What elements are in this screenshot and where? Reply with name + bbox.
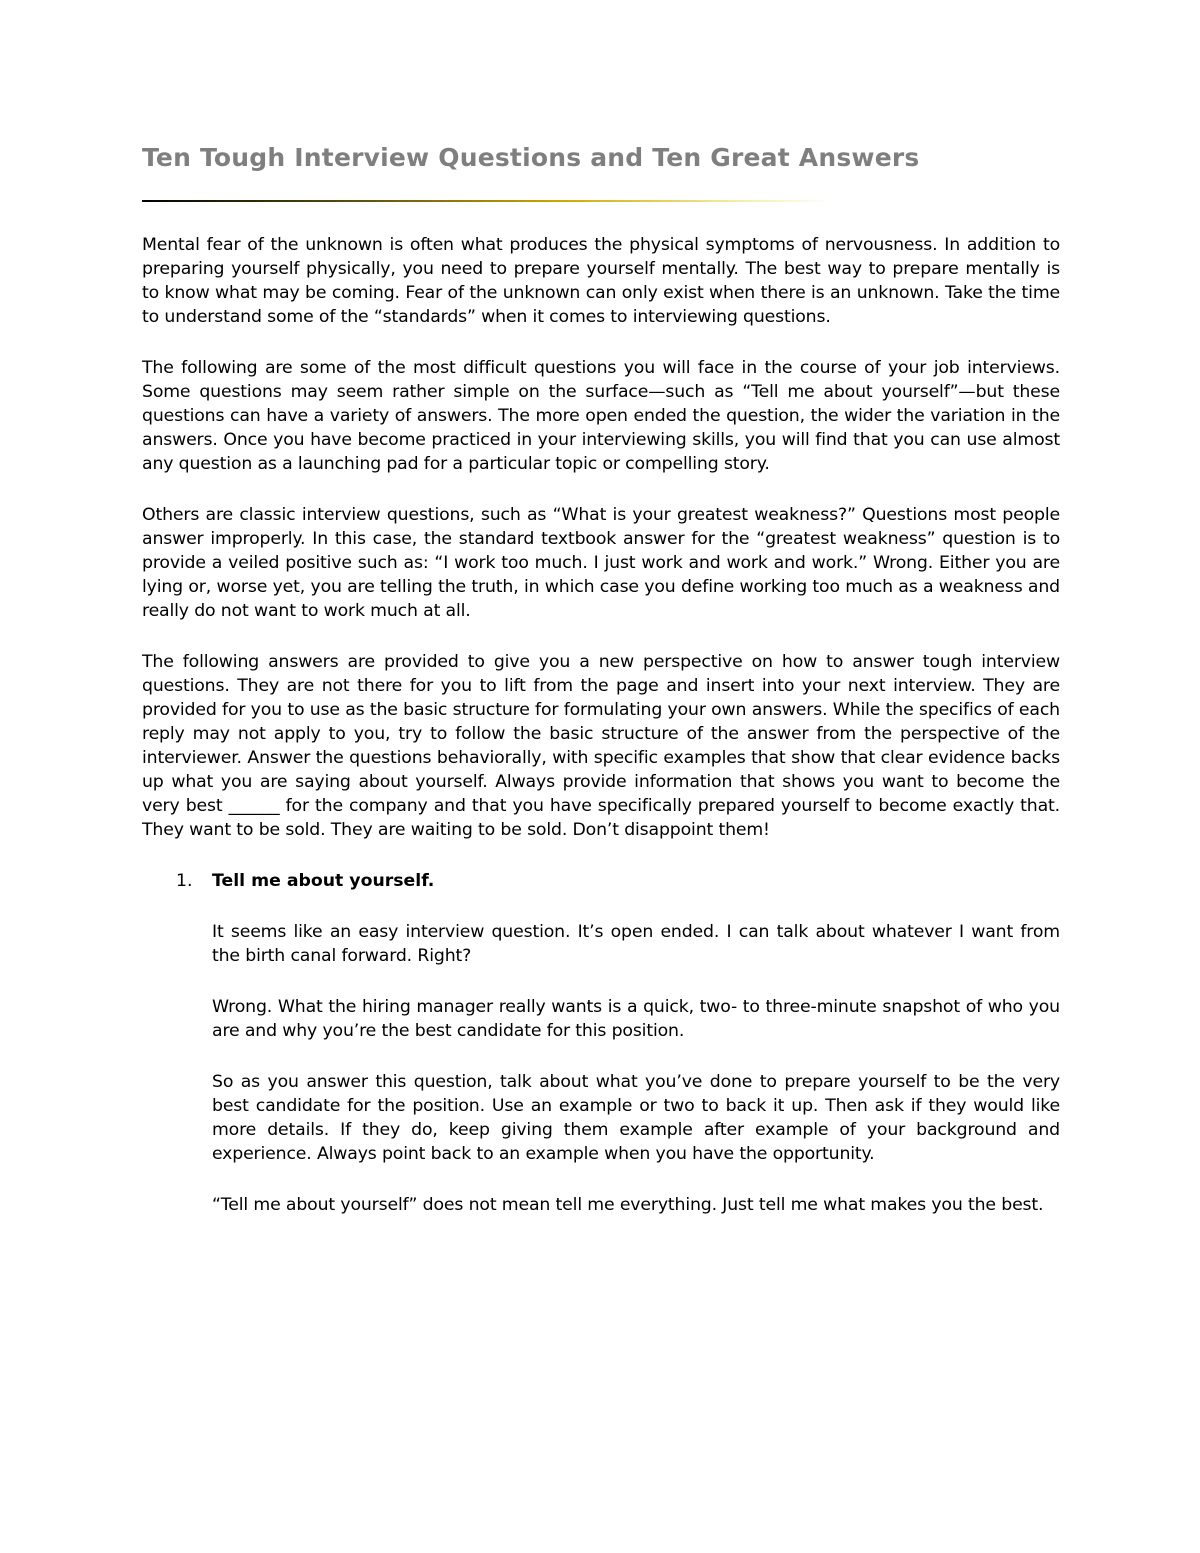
answer-paragraph-4: “Tell me about yourself” does not mean tell me everything. Just tell me what makes you the best. bbox=[212, 1195, 1044, 1215]
question-title: Tell me about yourself. bbox=[212, 871, 435, 891]
answer-paragraph-2: Wrong. What the hiring manager really wants is a quick, two- to three-minute snapshot of who you are and why you’re the best candidate for this position. bbox=[212, 997, 1060, 1041]
answer-paragraph-3: So as you answer this question, talk about what you’ve done to prepare yourself to be the very best candidate for the position. Use an example or two to back it up. Then ask if they would like more details. If they do, keep giving them example after example of your background and experience. Always point back to an example when you have the opportunity. bbox=[212, 1072, 1060, 1164]
intro-paragraph-1: Mental fear of the unknown is often what produces the physical symptoms of nervousness. In addition to preparing yourself physically, you need to prepare yourself mentally. The best way to prepare mentally is to know what may be coming. Fear of the unknown can only exist when there is an unknown. Take the time to understand some of the “standards” when it comes to interviewing questions. bbox=[142, 235, 1060, 327]
question-body bbox=[212, 869, 1060, 1217]
question-list-item bbox=[142, 869, 1060, 1217]
intro-paragraph-2: The following are some of the most difficult questions you will face in the course of your job interviews. Some questions may seem rather simple on the surface—such as “Tell me about yourself”—but these questions can have a variety of answers. The more open ended the question, the wider the variation in the answers. Once you have become practiced in your interviewing skills, you will find that you can use almost any question as a launching pad for a particular topic or compelling story. bbox=[142, 358, 1060, 474]
title-underline-divider bbox=[142, 200, 832, 202]
intro-paragraph-3: Others are classic interview questions, such as “What is your greatest weakness?” Questions most people answer improperly. In this case, the standard textbook answer for the “greatest weakness” question is to provide a veiled positive such as: “I work too much. I just work and work and work.” Wrong. Either you are lying or, worse yet, you are telling the truth, in which case you define working too much as a weakness and really do not want to work much at all. bbox=[142, 505, 1060, 621]
answer-paragraph-1: It seems like an easy interview question. It’s open ended. I can talk about whatever I want from the birth canal forward. Right? bbox=[212, 922, 1060, 966]
question-number: 1. bbox=[176, 871, 193, 891]
intro-paragraph-4: The following answers are provided to give you a new perspective on how to answer tough interview questions. They are not there for you to lift from the page and insert into your next interview. They are provided for you to use as the basic structure for formulating your own answers. While the specifics of each reply may not apply to you, try to follow the basic structure of the answer from the perspective of the interviewer. Answer the questions behaviorally, with specific examples that show that clear evidence backs up what you are saying about yourself. Always provide information that shows you want to become the very best ______ for the company and that you have specifically prepared yourself to become exactly that. They want to be sold. They are waiting to be sold. Don’t disappoint them! bbox=[142, 652, 1060, 840]
document-title: Ten Tough Interview Questions and Ten Great Answers bbox=[142, 143, 920, 172]
document-page bbox=[142, 140, 1060, 1217]
